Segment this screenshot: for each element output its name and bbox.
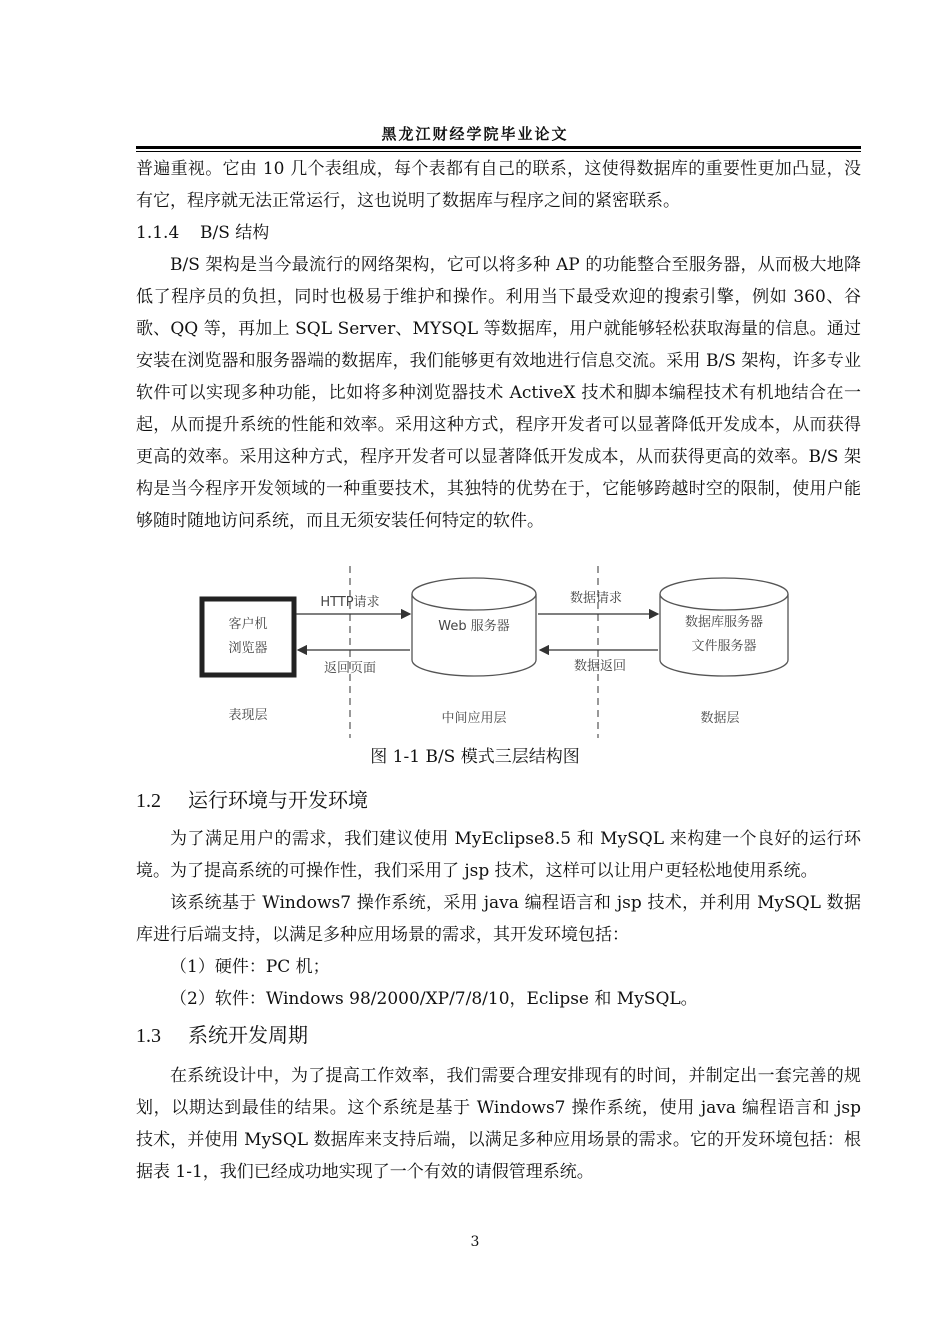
list-item-hardware: （1）硬件：PC 机； <box>170 957 330 977</box>
list-item-software: （2）软件：Windows 98/2000/XP/7/8/10，Eclipse 和 MySQL。 <box>170 989 698 1009</box>
subsection-heading-1-1-4 <box>136 217 861 249</box>
db-label-line1: 数据库服务器 <box>684 615 764 630</box>
section-heading-1-2 <box>136 784 861 817</box>
section-top <box>136 153 861 537</box>
client-label-line2: 浏览器 <box>228 641 268 656</box>
paragraph-dev-env: 该系统基于 Windows7 操作系统，采用 java 编程语言和 jsp 技术，并利用 MySQL 数据库进行后端支持，以满足多种应用场景的需求，其开发环境包括： <box>136 893 861 945</box>
web-server-label: Web 服务器 <box>438 619 510 634</box>
layer-label-middle: 中间应用层 <box>441 711 507 726</box>
heading-number: 1.1.4 <box>136 223 180 243</box>
section-bottom <box>136 784 861 1188</box>
section-heading-1-3 <box>136 1019 861 1052</box>
data-return-label: 数据返回 <box>573 659 627 674</box>
db-label-line2: 文件服务器 <box>691 639 757 654</box>
page-number: 3 <box>470 1234 480 1250</box>
return-page-label: 返回页面 <box>323 661 377 676</box>
http-request-label: HTTP请求 <box>320 595 380 610</box>
layer-label-presentation: 表现层 <box>228 708 268 723</box>
heading-number: 1.2 <box>136 790 161 812</box>
header-rule-thin <box>136 151 861 152</box>
data-request-label: 数据请求 <box>569 591 623 606</box>
running-header-title: 黑龙江财经学院毕业论文 <box>381 125 569 143</box>
paragraph-runtime-env: 为了满足用户的需求，我们建议使用 MyEclipse8.5 和 MySQL 来构建一个良好的运行环境。为了提高系统的可操作性，我们采用了 jsp 技术，这样可以让用户更轻松地使用系统。 <box>136 829 861 881</box>
heading-number: 1.3 <box>136 1025 161 1047</box>
paragraph-bs-architecture: B/S 架构是当今最流行的网络架构，它可以将多种 AP 的功能整合至服务器，从而极大地降低了程序员的负担，同时也极易于维护和操作。利用当下最受欢迎的搜索引擎，例如 360、谷歌、QQ 等，再加上 SQL Server、MYSQL 等数据库，用户就能够轻松获取海量的信息。通过安装在浏览器和服务器端的数据库，我们能够更有效地进行信息交流。采用 B/S 架构，许多专业软件可以实现多种功能，比如将多种浏览器技术 ActiveX 技术和脚本编程技术有机地结合在一起，从而提升系统的性能和效率。采用这种方式，程序开发者可以显著降低开发成本，从而获得更高的效率。采用这种方式，程序开发者可以显著降低开发成本，从而获得更高的效率。B/S 架构是当今程序开发领域的一种重要技术，其独特的优势在于，它能够跨越时空的限制，使用户能够随时随地访问系统，而且无须安装任何特定的软件。 <box>136 255 861 531</box>
heading-title: 系统开发周期 <box>188 1023 308 1047</box>
web-server-cylinder <box>412 578 536 676</box>
paragraph-dev-cycle: 在系统设计中，为了提高工作效率，我们需要合理安排现有的时间，并制定出一套完善的规划，以期达到最佳的结果。这个系统是基于 Windows7 操作系统，使用 java 编程语言和 jsp 技术，并使用 MySQL 数据库来支持后端，以满足多种应用场景的需求。它的开发环境包括：根据表 1-1，我们已经成功地实现了一个有效的请假管理系统。 <box>136 1066 861 1182</box>
layer-label-data: 数据层 <box>700 711 740 726</box>
bs-three-tier-diagram <box>190 566 790 738</box>
figure-caption: 图 1-1 B/S 模式三层结构图 <box>370 747 580 767</box>
client-label-line1: 客户机 <box>228 617 268 632</box>
database-cylinder <box>660 578 788 676</box>
client-box <box>202 599 294 675</box>
heading-title: B/S 结构 <box>200 223 270 243</box>
heading-title: 运行环境与开发环境 <box>188 788 368 812</box>
header-rule-thick <box>136 146 861 149</box>
paragraph-continued: 普遍重视。它由 10 几个表组成，每个表都有自己的联系，这使得数据库的重要性更加凸显，没有它，程序就无法正常运行，这也说明了数据库与程序之间的紧密联系。 <box>136 159 861 211</box>
